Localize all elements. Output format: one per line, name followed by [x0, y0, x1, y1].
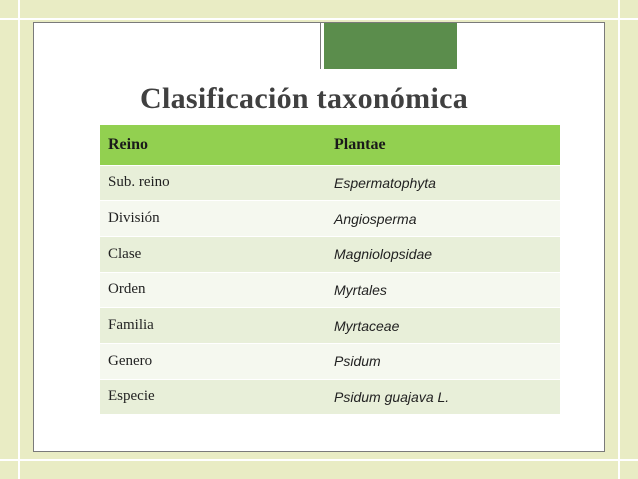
header-cell-rank: Reino	[100, 125, 326, 165]
value-cell: Myrtales	[326, 272, 560, 308]
rank-cell: Orden	[100, 272, 326, 308]
table-row	[100, 201, 560, 237]
frame-line-left	[18, 0, 20, 479]
table-row	[100, 236, 560, 272]
rank-cell: Especie	[100, 379, 326, 415]
rank-cell: Genero	[100, 343, 326, 379]
table-row	[100, 165, 560, 201]
table-row	[100, 379, 560, 415]
rank-cell: División	[100, 201, 326, 237]
value-cell: Psidum guajava L.	[326, 379, 560, 415]
value-cell: Magniolopsidae	[326, 236, 560, 272]
header-cell-value: Plantae	[326, 125, 560, 165]
rank-cell: Familia	[100, 308, 326, 344]
value-cell: Espermatophyta	[326, 165, 560, 201]
rank-cell: Clase	[100, 236, 326, 272]
slide-title: Clasificación taxonómica	[140, 82, 469, 115]
value-cell: Angiosperma	[326, 201, 560, 237]
table-row	[100, 272, 560, 308]
frame-line-bottom	[0, 459, 638, 461]
frame-line-right	[618, 0, 620, 479]
accent-bar	[321, 23, 457, 69]
rank-cell: Sub. reino	[100, 165, 326, 201]
value-cell: Psidum	[326, 343, 560, 379]
table-row	[100, 308, 560, 344]
value-cell: Myrtaceae	[326, 308, 560, 344]
taxonomy-table	[100, 125, 560, 415]
table-row	[100, 343, 560, 379]
frame-line-top	[0, 18, 638, 20]
table-header-row	[100, 125, 560, 165]
